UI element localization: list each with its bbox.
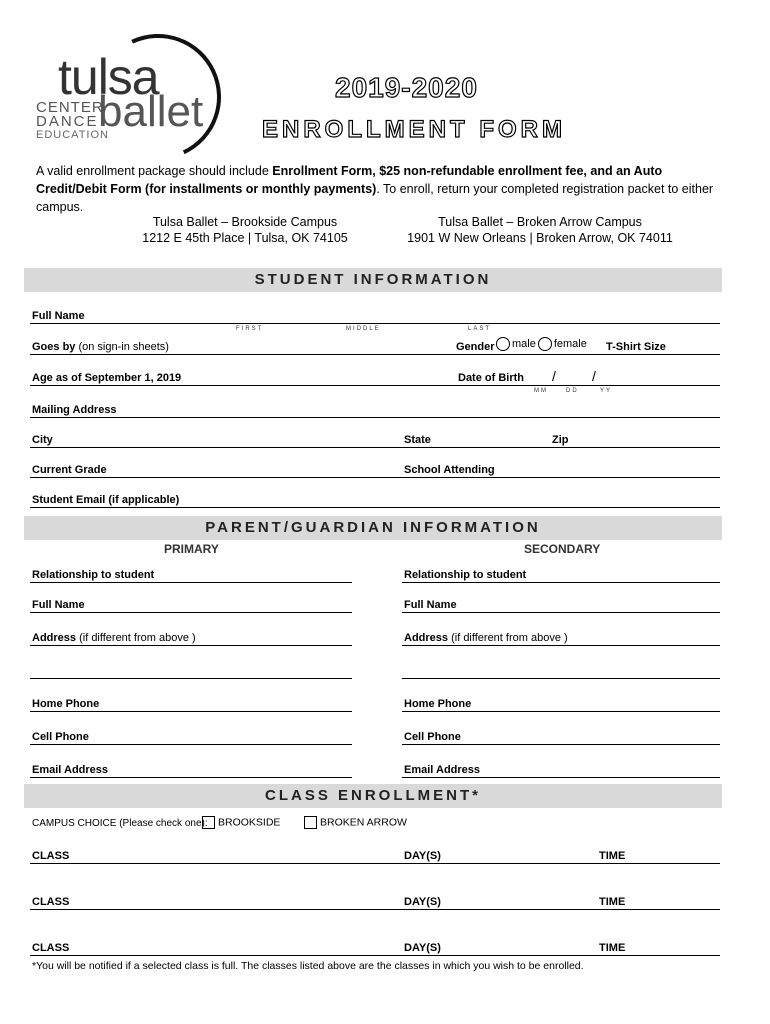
address-text: Address: [32, 632, 77, 644]
broken-arrow-checkbox[interactable]: [304, 816, 317, 829]
campus-choice-label: CAMPUS CHOICE (Please check one):: [32, 818, 208, 829]
logo-ballet-text: ballet: [98, 87, 204, 136]
female-radio[interactable]: [538, 337, 552, 351]
mailing-address-field[interactable]: [30, 417, 720, 418]
primary-home-phone-field[interactable]: [30, 711, 352, 712]
secondary-email-field[interactable]: [402, 777, 720, 778]
dob-slash-2: /: [592, 368, 596, 384]
primary-cell-phone-label: Cell Phone: [32, 731, 89, 743]
section-parent-info: PARENT/GUARDIAN INFORMATION: [24, 516, 722, 540]
campus-address: 1901 W New Orleans | Broken Arrow, OK 74011: [407, 231, 673, 245]
section-student-info: STUDENT INFORMATION: [24, 268, 722, 292]
logo-tulsa-text: tulsa: [58, 49, 159, 105]
time-label-3: TIME: [599, 942, 626, 954]
brookside-label: BROOKSIDE: [218, 816, 281, 829]
class-row-3-field[interactable]: [30, 955, 720, 956]
days-label-3: DAY(S): [404, 942, 441, 954]
yy-caption: YY: [600, 388, 613, 394]
city-state-zip-field[interactable]: [30, 447, 720, 448]
class-label-1: CLASS: [32, 850, 70, 862]
age-dob-field[interactable]: [30, 385, 720, 386]
primary-email-field[interactable]: [30, 777, 352, 778]
dd-caption: DD: [566, 388, 579, 394]
secondary-cell-phone-field[interactable]: [402, 744, 720, 745]
campus-name: Tulsa Ballet – Brookside Campus: [152, 215, 338, 229]
primary-cell-phone-field[interactable]: [30, 744, 352, 745]
secondary-address-label: [404, 632, 568, 644]
days-label-2: DAY(S): [404, 896, 441, 908]
gender-options: [494, 337, 587, 351]
campus-address: 1212 E 45th Place | Tulsa, OK 74105: [142, 231, 348, 245]
middle-caption: MIDDLE: [346, 326, 381, 332]
primary-relationship-label: Relationship to student: [32, 569, 155, 581]
state-label: State: [404, 434, 431, 446]
primary-email-label: Email Address: [32, 764, 109, 776]
primary-address-label: [32, 632, 196, 644]
broken-arrow-label: BROKEN ARROW: [320, 816, 407, 829]
city-label: City: [32, 434, 53, 446]
class-label-2: CLASS: [32, 896, 70, 908]
goes-by-note: (on sign-in sheets): [78, 341, 169, 353]
age-label: Age as of September 1, 2019: [32, 372, 182, 384]
time-label-2: TIME: [599, 896, 626, 908]
dob-slash-1: /: [552, 368, 556, 384]
goes-by-text: Goes by: [32, 341, 76, 353]
mailing-address-label: Mailing Address: [32, 404, 117, 416]
brookside-checkbox[interactable]: [202, 816, 215, 829]
full-name-label: Full Name: [32, 310, 85, 322]
dob-label: Date of Birth: [458, 372, 524, 384]
time-label-1: TIME: [599, 850, 626, 862]
form-title: ENROLLMENT FORM: [262, 116, 566, 143]
primary-home-phone-label: Home Phone: [32, 698, 100, 710]
secondary-home-phone-field[interactable]: [402, 711, 720, 712]
zip-label: Zip: [552, 434, 569, 446]
secondary-full-name-field[interactable]: [402, 612, 720, 613]
broken-arrow-option: [304, 816, 407, 829]
goes-by-label: [32, 341, 169, 353]
address-text: Address: [404, 632, 449, 644]
intro-bold: Enrollment Form, $25 non-refundable enrollment fee, and an Auto Credit/Debit Form (for installments or monthly payments): [36, 164, 663, 196]
secondary-cell-phone-label: Cell Phone: [404, 731, 461, 743]
student-email-field[interactable]: [30, 507, 720, 508]
campus-brookside: [100, 214, 390, 246]
form-year: 2019-2020: [335, 72, 478, 103]
class-full-note: *You will be notified if a selected class is full. The classes listed above are the classes in which you wish to be enrolled.: [32, 960, 584, 972]
grade-school-field[interactable]: [30, 477, 720, 478]
goes-by-field[interactable]: [30, 354, 720, 355]
intro-part1: A valid enrollment package should include: [36, 164, 273, 178]
primary-address-field[interactable]: [30, 645, 352, 646]
address-note: (if different from above ): [79, 632, 196, 644]
section-class-enrollment: CLASS ENROLLMENT*: [24, 784, 722, 808]
first-caption: FIRST: [236, 326, 264, 332]
secondary-home-phone-label: Home Phone: [404, 698, 472, 710]
full-name-field[interactable]: [30, 323, 720, 324]
secondary-relationship-label: Relationship to student: [404, 569, 527, 581]
brookside-option: [202, 816, 280, 829]
campus-broken-arrow: [390, 214, 690, 246]
logo-dance-text: DANCE: [36, 113, 99, 130]
current-grade-label: Current Grade: [32, 464, 107, 476]
primary-address-field-2[interactable]: [30, 678, 352, 679]
primary-full-name-field[interactable]: [30, 612, 352, 613]
secondary-heading: SECONDARY: [524, 542, 601, 556]
secondary-email-label: Email Address: [404, 764, 481, 776]
secondary-full-name-label: Full Name: [404, 599, 457, 611]
class-row-2-field[interactable]: [30, 909, 720, 910]
tshirt-size-label: T-Shirt Size: [606, 341, 666, 353]
secondary-address-field-2[interactable]: [402, 678, 720, 679]
class-row-1-field[interactable]: [30, 863, 720, 864]
mm-caption: MM: [534, 388, 548, 394]
intro-part2: . To enroll, return your completed registration packet to either campus.: [36, 182, 714, 214]
student-email-label: Student Email (if applicable): [32, 494, 180, 506]
logo-education-text: EDUCATION: [36, 129, 109, 141]
last-caption: LAST: [468, 326, 492, 332]
male-radio[interactable]: [496, 337, 510, 351]
class-label-3: CLASS: [32, 942, 70, 954]
intro-text: [36, 162, 736, 216]
secondary-relationship-field[interactable]: [402, 582, 720, 583]
days-label-1: DAY(S): [404, 850, 441, 862]
primary-relationship-field[interactable]: [30, 582, 352, 583]
male-label: male: [512, 337, 536, 350]
logo-center-text: CENTER: [36, 99, 104, 116]
female-label: female: [553, 337, 587, 350]
school-label: School Attending: [404, 464, 495, 476]
address-note: (if different from above ): [451, 632, 568, 644]
primary-full-name-label: Full Name: [32, 599, 85, 611]
primary-heading: PRIMARY: [164, 542, 219, 556]
secondary-address-field[interactable]: [402, 645, 720, 646]
gender-label: Gender: [456, 341, 495, 353]
campus-name: Tulsa Ballet – Broken Arrow Campus: [438, 215, 642, 229]
